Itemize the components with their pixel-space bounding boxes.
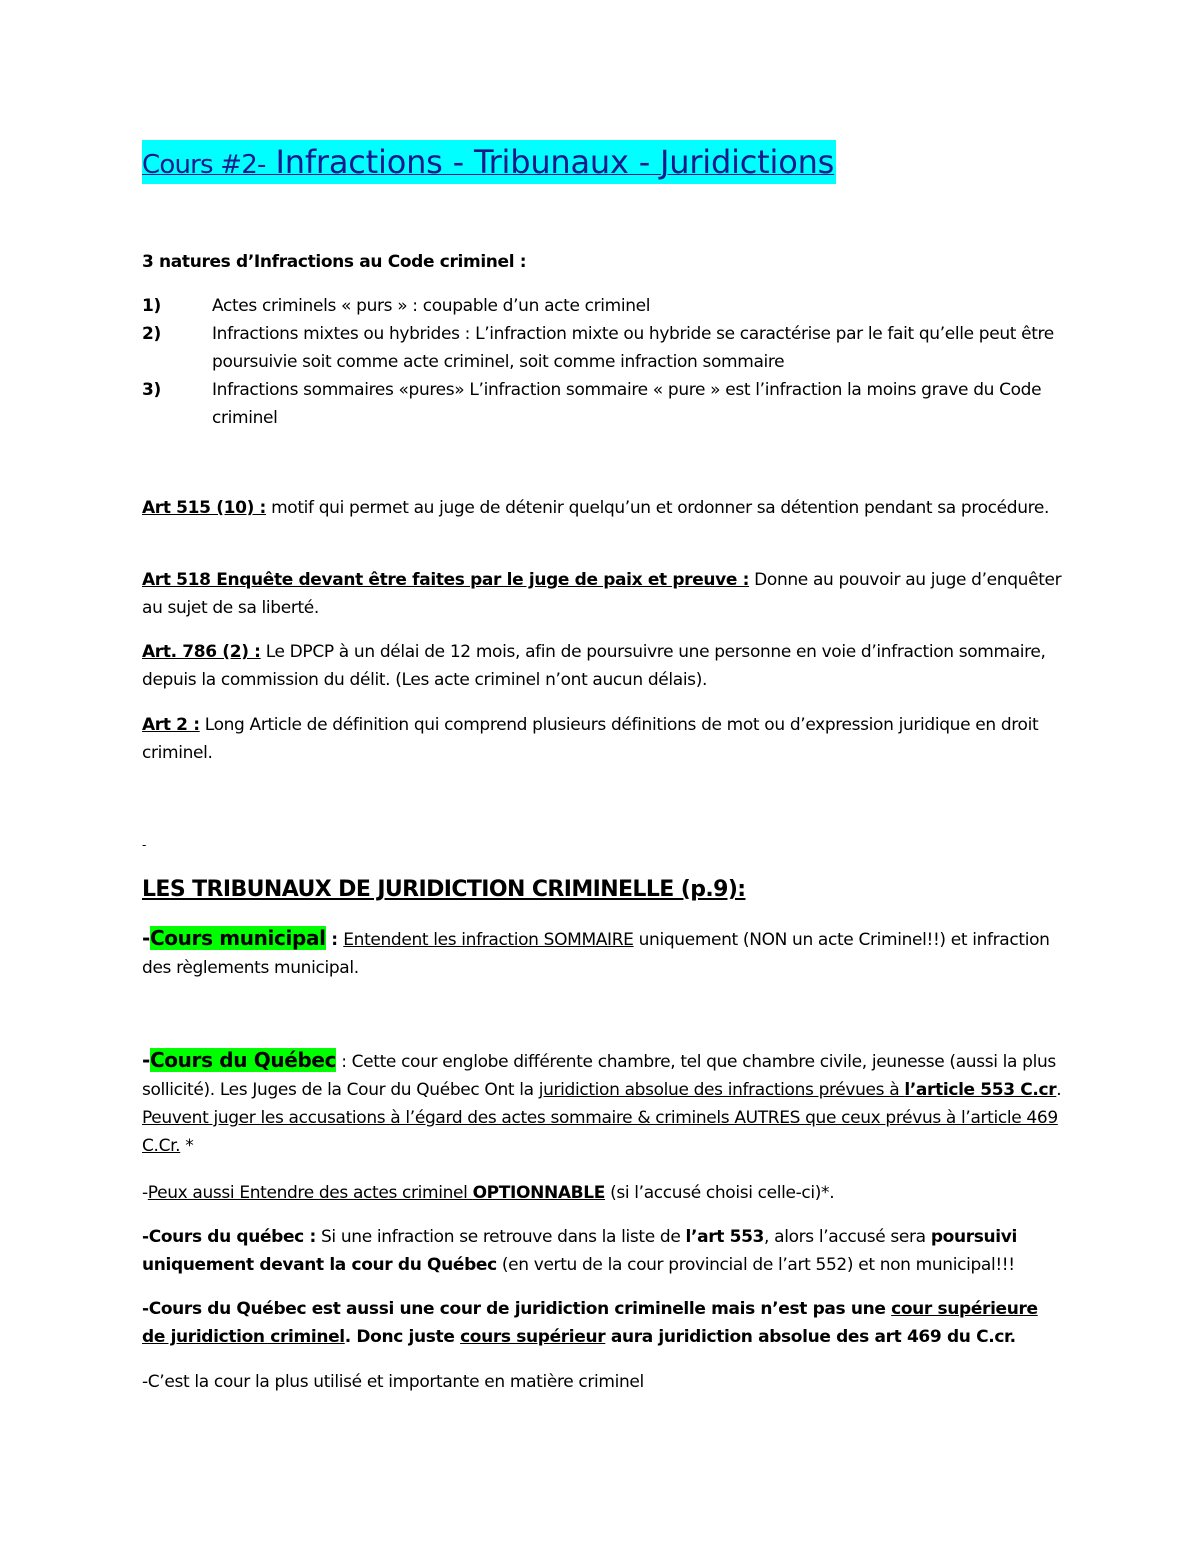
title-prefix: Cours #2- bbox=[142, 150, 266, 180]
cours-municipal-paragraph: -Cours municipal : Entendent les infraction SOMMAIRE uniquement (NON un acte Criminel!!) et infraction des règlements municipal. bbox=[142, 926, 1050, 978]
art553-paragraph: -Cours du québec : Si une infraction se retrouve dans la liste de l’art 553, alors l’accusé sera poursuivi uniquement devant la cour du Québec (en vertu de la cour provincial de l’art 552) et non municipal!!! bbox=[142, 1227, 1017, 1275]
page-title bbox=[142, 140, 836, 184]
section-heading: LES TRIBUNAUX DE JURIDICTION CRIMINELLE (p.9): bbox=[142, 877, 746, 902]
last-paragraph: -C’est la cour la plus utilisé et importante en matière criminel bbox=[142, 1372, 644, 1392]
natures-heading: 3 natures d’Infractions au Code criminel : bbox=[142, 252, 527, 272]
article-paragraph: Art 518 Enquête devant être faites par le juge de paix et preuve : Donne au pouvoir au juge d’enquêter au sujet de sa liberté. bbox=[142, 570, 1062, 618]
cour-superieure-paragraph: -Cours du Québec est aussi une cour de juridiction criminelle mais n’est pas une cour supérieure de juridiction criminel. Donc juste cours supérieur aura juridiction absolue des art 469 du C.cr. bbox=[142, 1299, 1038, 1347]
list-item: 2) Infractions mixtes ou hybrides : L’infraction mixte ou hybride se caractérise par le fait qu’elle peut être poursuivie soit comme acte criminel, soit comme infraction sommaire bbox=[142, 324, 1054, 372]
title-main: Infractions - Tribunaux - Juridictions bbox=[265, 143, 835, 181]
article-paragraph: Art 515 (10) : motif qui permet au juge de détenir quelqu’un et ordonner sa détention pendant sa procédure. bbox=[142, 498, 1050, 518]
optionnable-paragraph: -Peux aussi Entendre des actes criminel OPTIONNABLE (si l’accusé choisi celle-ci)*. bbox=[142, 1183, 835, 1203]
article-paragraph: Art. 786 (2) : Le DPCP à un délai de 12 mois, afin de poursuivre une personne en voie d’infraction sommaire, depuis la commission du délit. (Les acte criminel n’ont aucun délais). bbox=[142, 642, 1046, 690]
cours-quebec-paragraph: -Cours du Québec : Cette cour englobe différente chambre, tel que chambre civile, jeunesse (aussi la plus sollicité). Les Juges de la Cour du Québec Ont la juridiction absolue des infractions prévues à l’article 553 C.cr. Peuvent juger les accusations à l’égard des actes sommaire & criminels AUTRES que ceux prévus à l’article 469 C.Cr. * bbox=[142, 1048, 1062, 1156]
list-item: 3) Infractions sommaires «pures» L’infraction sommaire « pure » est l’infraction la moins grave du Code criminel bbox=[142, 380, 1042, 428]
article-paragraph: Art 2 : Long Article de définition qui comprend plusieurs définitions de mot ou d’expression juridique en droit criminel. bbox=[142, 715, 1039, 763]
natures-list bbox=[142, 292, 1062, 432]
separator-dash: - bbox=[142, 838, 147, 852]
list-item: 1) Actes criminels « purs » : coupable d’un acte criminel bbox=[142, 296, 651, 316]
